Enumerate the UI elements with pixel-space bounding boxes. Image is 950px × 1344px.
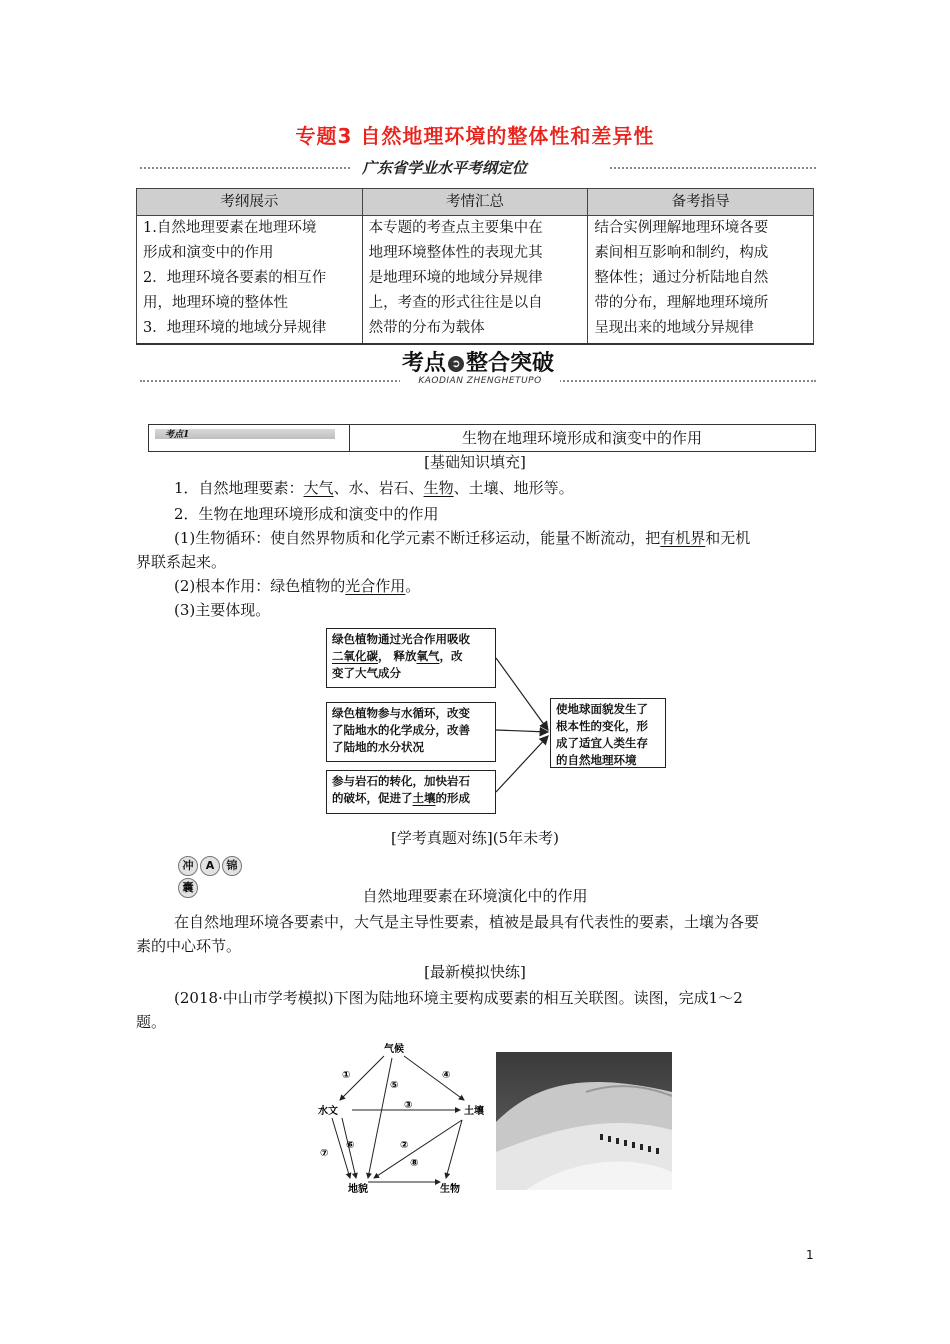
table-cell: 结合实例理解地理环境各要 素间相互影响和制约，构成 整体性；通过分析陆地自然 带的分布，理解地理环境所 呈现出来的地域分异规律 <box>588 216 814 345</box>
item-2: 2．生物在地理环境形成和演变中的作用 <box>174 505 439 523</box>
label-8: ⑧ <box>410 1158 419 1169</box>
table-header: 考情汇总 <box>362 189 588 216</box>
syllabus-banner <box>140 156 816 180</box>
kaodian-title: 生物在地理环境形成和演变中的作用 <box>461 429 702 447</box>
label-2: ② <box>400 1140 409 1151</box>
question-line2: 题。 <box>136 1013 167 1031</box>
flow-box-atmosphere: 绿色植物通过光合作用吸收 二氧化碳， 释放氧气，改 变了大气成分 <box>326 628 496 688</box>
item-2-1: (1)生物循环：使自然界物质和化学元素不断迁移运动，能量不断流动，把有机界和无机 <box>174 529 751 547</box>
item-1: 1．自然地理要素：大气、水、岩石、生物、土壤、地形等。 <box>174 479 574 497</box>
kaodian-row <box>148 424 816 452</box>
node-landform: 地貌 <box>348 1184 368 1195</box>
banner-text: 广东省学业水平考纲定位 <box>362 159 528 177</box>
question-line1: (2018·中山市学考模拟)下图为陆地环境主要构成要素的相互关联图。读图，完成1～2 <box>174 989 743 1007</box>
relationship-diagram <box>312 1038 494 1196</box>
label-4: ④ <box>442 1070 451 1081</box>
flow-box-result: 使地球面貌发生了 根本性的变化，形 成了适宜人类生存 的自然地理环境 <box>550 698 666 768</box>
page-number: 1 <box>806 1248 814 1262</box>
latest-heading: [最新模拟快练] <box>424 963 526 981</box>
tip-body-line2: 素的中心环节。 <box>136 937 242 955</box>
desert-photo <box>496 1052 672 1190</box>
item-2-1-cont: 界联系起来。 <box>136 553 227 571</box>
page-title: 专题3 自然地理环境的整体性和差异性 <box>295 124 655 148</box>
section-heading <box>140 346 816 390</box>
label-3: ③ <box>404 1100 413 1111</box>
tip-title: 自然地理要素在环境演化中的作用 <box>362 887 588 905</box>
table-cell: 本专题的考查点主要集中在 地理环境整体性的表现尤其 是地理环境的地域分异规律 上，考查的形式往往是以自 然带的分布为载体 <box>362 216 588 345</box>
tip-body-line1: 在自然地理环境各要素中，大气是主导性要素，植被是最具有代表性的要素，土壤为各要 <box>174 913 760 931</box>
table-cell: 1.自然地理要素在地理环境 形成和演变中的作用 2．地理环境各要素的相互作 用，地理环境的整体性 3．地理环境的地域分异规律 <box>137 216 363 345</box>
node-climate: 气候 <box>384 1044 404 1055</box>
node-hydrology: 水文 <box>318 1106 338 1117</box>
label-7: ⑦ <box>320 1148 329 1159</box>
item-2-2: (2)根本作用：绿色植物的光合作用。 <box>174 577 421 595</box>
section-subtitle: KAODIAN ZHENGHETUPO <box>400 376 560 386</box>
item-2-3: (3)主要体现。 <box>174 601 271 619</box>
arrow-circle-icon: ➲ <box>448 356 464 372</box>
section-right: 整合突破 <box>466 351 555 376</box>
basic-heading: [基础知识填充] <box>424 453 526 471</box>
chong-a-badge: 冲 A 锦囊 <box>178 854 260 876</box>
exam-heading: [学考真题对练](5年未考) <box>391 829 559 847</box>
table-header: 考纲展示 <box>137 189 363 216</box>
kaodian-tag: 考点1 <box>149 425 350 451</box>
node-soil: 土壤 <box>464 1106 484 1117</box>
label-5: ⑤ <box>390 1080 399 1091</box>
label-6: ⑥ <box>346 1140 355 1151</box>
flow-box-water: 绿色植物参与水循环，改变 了陆地水的化学成分，改善 了陆地的水分状况 <box>326 702 496 762</box>
overview-table <box>136 188 814 345</box>
label-1: ① <box>342 1070 351 1081</box>
table-header: 备考指导 <box>588 189 814 216</box>
flow-box-rock: 参与岩石的转化，加快岩石 的破坏，促进了土壤的形成 <box>326 770 496 814</box>
node-biology: 生物 <box>440 1184 460 1195</box>
section-left: 考点 <box>401 351 446 376</box>
